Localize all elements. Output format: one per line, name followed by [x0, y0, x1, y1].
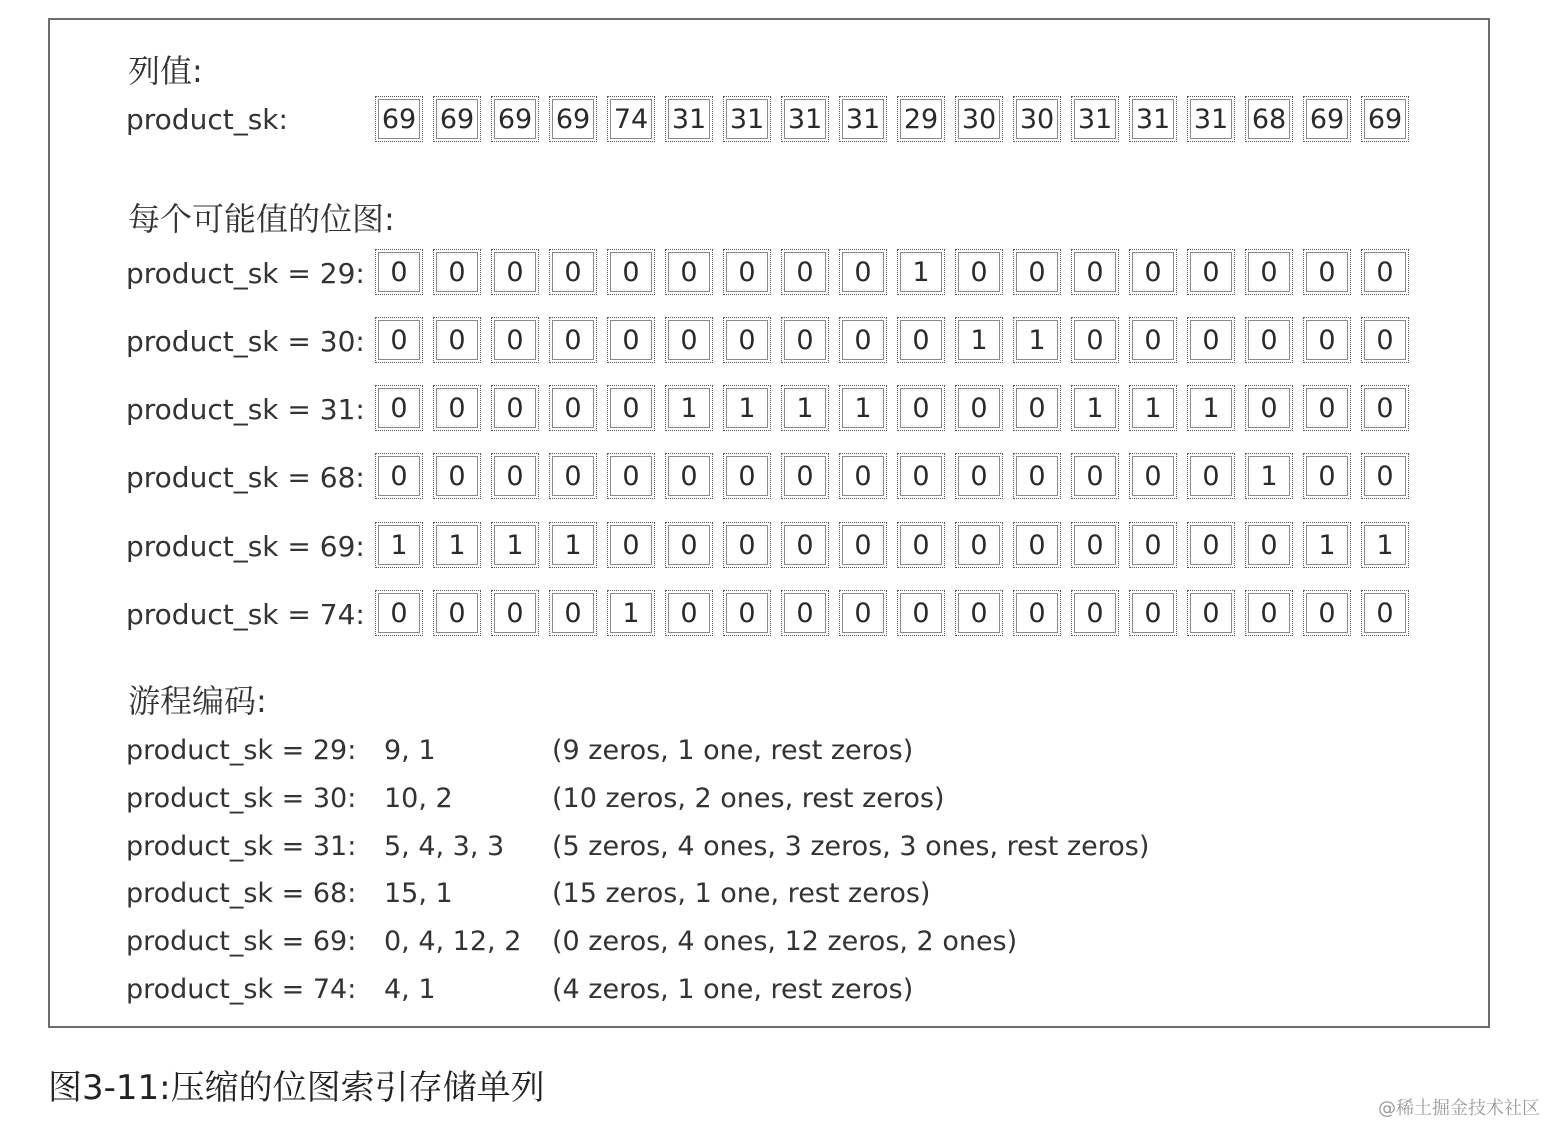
bitmap-bit-cell: 1 — [781, 385, 829, 431]
bitmap-bit-cell: 1 — [1361, 522, 1409, 568]
bitmap-row-cells — [375, 385, 1409, 433]
bitmap-bit-cell: 0 — [1303, 249, 1351, 295]
bitmap-bit-cell: 0 — [1245, 317, 1293, 363]
bitmap-bit-cell: 0 — [839, 249, 887, 295]
column-value-cell: 30 — [1013, 96, 1061, 142]
bitmap-bit-cell: 0 — [1071, 453, 1119, 499]
column-value-cell: 31 — [1071, 96, 1119, 142]
run-length-code: 15, 1 — [384, 878, 453, 909]
bitmap-bit-cell: 0 — [1013, 453, 1061, 499]
bitmap-bit-cell: 0 — [897, 317, 945, 363]
bitmap-bit-cell: 0 — [375, 453, 423, 499]
bitmap-bit-cell: 1 — [549, 522, 597, 568]
bitmap-bit-cell: 0 — [607, 317, 655, 363]
bitmap-bit-cell: 0 — [955, 590, 1003, 636]
run-length-label: product_sk = 74: — [126, 974, 357, 1005]
column-value-cell: 29 — [897, 96, 945, 142]
bitmap-bit-cell: 0 — [1361, 317, 1409, 363]
bitmap-row-label: product_sk = 68: — [126, 461, 365, 494]
bitmap-bit-cell: 0 — [1245, 590, 1293, 636]
bitmap-bit-cell: 0 — [897, 385, 945, 431]
bitmap-bit-cell: 0 — [781, 249, 829, 295]
bitmap-bit-cell: 1 — [665, 385, 713, 431]
bitmap-bit-cell: 0 — [1013, 249, 1061, 295]
bitmap-bit-cell: 0 — [1129, 590, 1177, 636]
bitmap-bit-cell: 0 — [491, 249, 539, 295]
column-values-cells — [375, 96, 1409, 144]
bitmap-bit-cell: 0 — [1361, 385, 1409, 431]
bitmap-bit-cell: 0 — [491, 453, 539, 499]
bitmap-bit-cell: 0 — [607, 385, 655, 431]
run-length-code: 9, 1 — [384, 735, 436, 766]
run-length-description: (9 zeros, 1 one, rest zeros) — [552, 735, 914, 766]
bitmap-bit-cell: 0 — [781, 590, 829, 636]
bitmap-bit-cell: 0 — [549, 249, 597, 295]
run-length-label: product_sk = 29: — [126, 735, 357, 766]
bitmap-bit-cell: 0 — [491, 385, 539, 431]
bitmap-bit-cell: 0 — [1245, 385, 1293, 431]
bitmap-bit-cell: 0 — [1013, 385, 1061, 431]
bitmap-bit-cell: 1 — [723, 385, 771, 431]
column-value-cell: 68 — [1245, 96, 1293, 142]
bitmap-bit-cell: 1 — [607, 590, 655, 636]
bitmap-row-cells — [375, 249, 1409, 297]
bitmap-bit-cell: 0 — [665, 317, 713, 363]
bitmap-bit-cell: 0 — [723, 249, 771, 295]
bitmap-bit-cell: 0 — [549, 453, 597, 499]
bitmap-row-label: product_sk = 30: — [126, 325, 365, 358]
bitmap-bit-cell: 0 — [375, 590, 423, 636]
bitmap-bit-cell: 1 — [897, 249, 945, 295]
bitmap-bit-cell: 0 — [781, 317, 829, 363]
bitmap-bit-cell: 0 — [897, 453, 945, 499]
bitmap-bit-cell: 0 — [1303, 590, 1351, 636]
bitmap-bit-cell: 0 — [1303, 317, 1351, 363]
column-value-cell: 69 — [491, 96, 539, 142]
bitmap-bit-cell: 0 — [1129, 453, 1177, 499]
bitmap-bit-cell: 0 — [1071, 317, 1119, 363]
bitmap-bit-cell: 0 — [491, 590, 539, 636]
bitmap-bit-cell: 0 — [375, 385, 423, 431]
bitmap-bit-cell: 0 — [1361, 590, 1409, 636]
bitmap-bit-cell: 0 — [1303, 453, 1351, 499]
bitmap-bit-cell: 0 — [1361, 453, 1409, 499]
bitmap-bit-cell: 0 — [723, 453, 771, 499]
bitmap-row-label: product_sk = 74: — [126, 598, 365, 631]
column-value-cell: 69 — [1303, 96, 1351, 142]
run-length-row — [126, 874, 1126, 914]
bitmap-bit-cell: 0 — [781, 522, 829, 568]
run-length-title: 游程编码: — [128, 682, 267, 720]
bitmap-bit-cell: 0 — [1129, 249, 1177, 295]
bitmap-bit-cell: 0 — [1245, 522, 1293, 568]
column-value-cell: 69 — [549, 96, 597, 142]
bitmap-bit-cell: 0 — [1303, 385, 1351, 431]
bitmap-bit-cell: 0 — [433, 317, 481, 363]
run-length-description: (10 zeros, 2 ones, rest zeros) — [552, 783, 945, 814]
bitmap-bit-cell: 0 — [549, 385, 597, 431]
run-length-row — [126, 970, 1126, 1010]
run-length-description: (15 zeros, 1 one, rest zeros) — [552, 878, 931, 909]
bitmap-row-cells — [375, 590, 1409, 638]
bitmap-bit-cell: 0 — [1071, 522, 1119, 568]
bitmap-bit-cell: 0 — [839, 453, 887, 499]
bitmap-bit-cell: 0 — [375, 249, 423, 295]
bitmap-bit-cell: 0 — [955, 385, 1003, 431]
column-value-cell: 31 — [723, 96, 771, 142]
bitmap-bit-cell: 0 — [1013, 522, 1061, 568]
bitmap-bit-cell: 0 — [1187, 317, 1235, 363]
bitmap-bit-cell: 0 — [723, 317, 771, 363]
bitmap-bit-cell: 0 — [665, 453, 713, 499]
column-value-cell: 31 — [1187, 96, 1235, 142]
run-length-code: 5, 4, 3, 3 — [384, 831, 505, 862]
bitmap-bit-cell: 0 — [433, 590, 481, 636]
bitmap-bit-cell: 0 — [897, 522, 945, 568]
run-length-label: product_sk = 30: — [126, 783, 357, 814]
bitmap-bit-cell: 0 — [723, 590, 771, 636]
bitmap-bit-cell: 0 — [1187, 453, 1235, 499]
bitmap-bit-cell: 0 — [955, 249, 1003, 295]
bitmap-bit-cell: 0 — [839, 590, 887, 636]
column-value-cell: 30 — [955, 96, 1003, 142]
bitmap-bit-cell: 0 — [665, 590, 713, 636]
bitmap-bit-cell: 1 — [1129, 385, 1177, 431]
bitmap-bit-cell: 0 — [955, 522, 1003, 568]
bitmap-bit-cell: 0 — [1013, 590, 1061, 636]
column-values-label: product_sk: — [126, 103, 288, 136]
bitmap-bit-cell: 0 — [665, 522, 713, 568]
bitmap-bit-cell: 0 — [897, 590, 945, 636]
run-length-description: (5 zeros, 4 ones, 3 zeros, 3 ones, rest zeros) — [552, 831, 1150, 862]
bitmap-bit-cell: 1 — [1071, 385, 1119, 431]
run-length-row — [126, 731, 1126, 771]
bitmap-bit-cell: 0 — [1187, 249, 1235, 295]
run-length-row — [126, 827, 1150, 867]
bitmap-bit-cell: 0 — [665, 249, 713, 295]
column-value-cell: 69 — [433, 96, 481, 142]
bitmap-bit-cell: 0 — [607, 249, 655, 295]
bitmap-bit-cell: 0 — [839, 317, 887, 363]
bitmap-bit-cell: 0 — [607, 522, 655, 568]
column-value-cell: 31 — [1129, 96, 1177, 142]
run-length-code: 4, 1 — [384, 974, 436, 1005]
bitmap-bit-cell: 1 — [1245, 453, 1293, 499]
bitmap-row-label: product_sk = 31: — [126, 393, 365, 426]
bitmap-bit-cell: 0 — [1129, 317, 1177, 363]
bitmap-bit-cell: 1 — [491, 522, 539, 568]
column-value-cell: 69 — [375, 96, 423, 142]
bitmap-bit-cell: 0 — [1129, 522, 1177, 568]
bitmap-bit-cell: 0 — [607, 453, 655, 499]
bitmap-row-cells — [375, 522, 1409, 570]
run-length-row — [126, 779, 1126, 819]
run-length-code: 0, 4, 12, 2 — [384, 926, 522, 957]
run-length-code: 10, 2 — [384, 783, 453, 814]
run-length-row — [126, 922, 1126, 962]
bitmap-bit-cell: 0 — [781, 453, 829, 499]
bitmap-bit-cell: 1 — [1187, 385, 1235, 431]
bitmap-bit-cell: 0 — [955, 453, 1003, 499]
bitmap-bit-cell: 1 — [839, 385, 887, 431]
bitmap-bit-cell: 0 — [839, 522, 887, 568]
bitmap-bit-cell: 0 — [549, 317, 597, 363]
bitmap-bit-cell: 0 — [433, 385, 481, 431]
bitmap-bit-cell: 0 — [1071, 249, 1119, 295]
bitmap-bit-cell: 0 — [723, 522, 771, 568]
column-value-cell: 31 — [839, 96, 887, 142]
watermark: @稀土掘金技术社区 — [1378, 1098, 1540, 1119]
bitmap-bit-cell: 0 — [1187, 590, 1235, 636]
run-length-description: (4 zeros, 1 one, rest zeros) — [552, 974, 914, 1005]
bitmap-bit-cell: 0 — [433, 249, 481, 295]
run-length-description: (0 zeros, 4 ones, 12 zeros, 2 ones) — [552, 926, 1018, 957]
bitmap-bit-cell: 0 — [1187, 522, 1235, 568]
bitmap-bit-cell: 0 — [549, 590, 597, 636]
bitmap-bit-cell: 0 — [1245, 249, 1293, 295]
bitmap-bit-cell: 1 — [375, 522, 423, 568]
bitmap-row-label: product_sk = 69: — [126, 530, 365, 563]
bitmap-row-label: product_sk = 29: — [126, 257, 365, 290]
figure-caption: 图3-11:压缩的位图索引存储单列 — [48, 1068, 545, 1108]
column-values-title: 列值: — [128, 52, 203, 90]
run-length-label: product_sk = 68: — [126, 878, 357, 909]
bitmap-bit-cell: 1 — [1303, 522, 1351, 568]
bitmap-bit-cell: 0 — [491, 317, 539, 363]
bitmap-row-cells — [375, 317, 1409, 365]
run-length-label: product_sk = 69: — [126, 926, 357, 957]
bitmap-bit-cell: 1 — [1013, 317, 1061, 363]
bitmap-bit-cell: 1 — [433, 522, 481, 568]
run-length-label: product_sk = 31: — [126, 831, 357, 862]
column-value-cell: 69 — [1361, 96, 1409, 142]
bitmap-bit-cell: 0 — [433, 453, 481, 499]
bitmap-bit-cell: 0 — [375, 317, 423, 363]
bitmap-bit-cell: 0 — [1361, 249, 1409, 295]
bitmap-bit-cell: 1 — [955, 317, 1003, 363]
column-value-cell: 74 — [607, 96, 655, 142]
column-value-cell: 31 — [781, 96, 829, 142]
bitmaps-title: 每个可能值的位图: — [128, 200, 395, 238]
column-value-cell: 31 — [665, 96, 713, 142]
bitmap-row-cells — [375, 453, 1409, 501]
bitmap-bit-cell: 0 — [1071, 590, 1119, 636]
